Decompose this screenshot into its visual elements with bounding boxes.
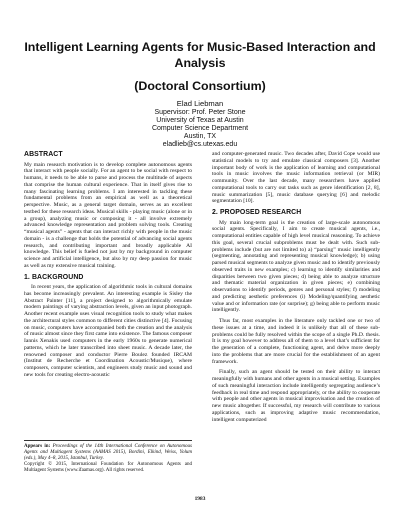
abstract-text: My main research motivation is to develop complete autonomous agents that interact with people socially. For an agent to be social with respect to humans, it needs to be able to parse and process the multitude of aspects that comprise the human cultural experience. That in itself gives rise to many fascinating learning problems. I am interested in tackling these fundamental problems from an empirical as well as a theoretical perspective. Music, as a general target domain, serves as an excellent testbed for these research ideas. Musical skills - playing music (alone or in a group), analyzing music or composing it - all involve extremely advanced knowledge representation and problem solving tools. Creating “musical agents” - agents that can interact richly with people in the music domain - is a challenge that holds the potential of advancing social agents research, and contributing important and broadly applicable AI knowledge. This belief is fueled not just by my background in computer science and artificial intelligence, but also by my deep passion for music as well as my extensive musical training.	[24, 161, 192, 269]
notice-proceedings: Proceedings of the 14th International Conference on Autonomous Agents and Multiagent Systems (AAMAS 2015), Bordini, Elkind, Weiss, Yolum (eds.), May 4–8, 2015, Istanbul, Turkey.	[24, 444, 192, 461]
proposed-research-paragraph: Thus far, most examples in the literature only tackled one or two of these issues at a time, and indeed it is unlikely that all of these sub-problems could be fully resolved within the scope of a single Ph.D. thesis. It is my goal however to address all of them to a level that’s sufficient for the generation of a complete, functioning agent, and delve more deeply into the problems that are more crucial for the establishment of an agent framework.	[212, 318, 380, 365]
author-affiliation: University of Texas at Austin	[156, 116, 244, 124]
paper-subtitle: (Doctoral Consortium)	[134, 79, 266, 93]
copyright-notice	[24, 440, 192, 474]
author-block	[100, 100, 300, 150]
paper-title: Intelligent Learning Agents for Music-Based Interaction and Analysis	[24, 40, 376, 70]
left-column	[24, 151, 192, 383]
background-text: In recent years, the application of algorithmic tools in cultural domains has become increasingly prevalent. An interesting example is Sisley the Abstract Painter [11], a project designed to algorithmically emulate modern paintings of varying abstraction levels, given an input photograph. Another recent example uses visual recognition tools to study what makes the architectural styles common to different cities distinctive [4]. Focusing on music, computers have accompanied both the creation and the analysis of music almost since they first came into existence. The famous composer Iannis Xenakis used computers in the early 1960s to generate numerical patterns, which he later transcribed into sheet music. A decade later, the renowned composer and conductor Pierre Boulez founded IRCAM (Institut de Recherche et Coordination Acoustic/Musique), where composers, computer scientists, and engineers study music and sound and new tools for creating electro-acoustic	[24, 284, 192, 378]
author-supervisor: Supervisor: Prof. Peter Stone	[154, 108, 246, 116]
proposed-research-paragraph: My main long-term goal is the creation of large-scale autonomous social agents. Specifically, I aim to create musical agents, i.e., computational entities capable of high level musical reasoning. To achieve this goal, several crucial subproblems must be dealt with. Such sub-problems include (but are not limited to) a) “parsing” music intelligently (segmenting, annotating and representing musical knowledge); b) using parsed musical segments to analyze given music and to identify previously observed traits in new examples; c) learning to identify similarities and disparities between two given pieces; d) being able to analyze structure and thematic material organization in given pieces; e) combining observations to identify periods, genres and personal styles; f) modeling and predicting aesthetic preferences (i) Modeling/quantifying aesthetic value and or information rate (or surprise); g) being able to perform music intelligently.	[212, 219, 380, 314]
author-department: Computer Science Department	[151, 125, 249, 132]
author-name: Elad Liebman	[176, 99, 224, 108]
right-column	[212, 151, 380, 427]
page-number: 1983	[194, 496, 206, 502]
proposed-research-paragraph: Finally, such an agent should be tested on their ability to interact meaningfully with humans and other agents in a musical setting. Examples of such meaningful interaction include intelligently segregating audience’s feedback in real time and respond appropriately, or the ability to cooperate with people and other agents in musical improvisation and the creation of new music altogether. If successful, my research will contribute to various applications, such as improving adaptive music recommendation, intelligent computerized	[212, 369, 380, 423]
background-continued-text: and computer-generated music. Two decades after, David Cope would use statistical models to try and emulate classical composers [3]. Another important body of work is the application of learning and computational tools in music involves the music information retrieval (or MIR) community. Over the last decade, many researchers have applied computational tools to carry out tasks such as genre identification [2, 8], music summarization [5], music database querying [6] and melodic segmentation [10].	[212, 151, 380, 205]
author-email: eladlieb@cs.utexas.edu	[162, 141, 238, 149]
abstract-heading: ABSTRACT	[24, 151, 63, 158]
notice-appears-in: Appears in:	[24, 444, 51, 449]
notice-copyright: Copyright © 2015, International Foundation for Autonomous Agents and Multiagent Systems (www.ifaamas.org). All rights reserved.	[24, 461, 192, 473]
background-heading: 1. BACKGROUND	[24, 273, 84, 281]
proposed-research-heading: 2. PROPOSED RESEARCH	[212, 209, 302, 216]
author-city: Austin, TX	[183, 133, 217, 141]
